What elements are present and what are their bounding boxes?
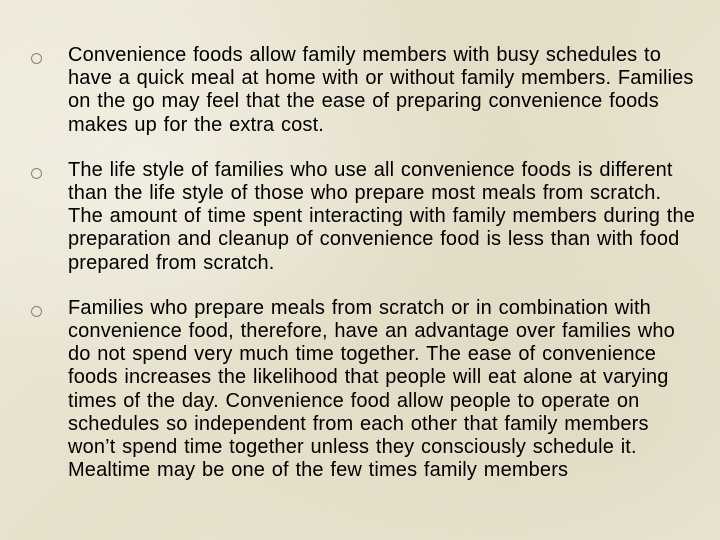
bullet-text: Families who prepare meals from scratch or in combination with convenience food, therefore, have an advantage over families who do not spend very much time together. The ease of convenience foods increases the likelihood that people will eat alone at varying times of the day. Convenience food allow people to operate on schedules so independent from each other that family members won’t spend time together unless they consciously schedule it. Mealtime may be one of the few times family members xyxy=(68,296,675,482)
bullet-item-1 xyxy=(0,44,720,137)
hollow-circle-bullet-icon xyxy=(31,53,42,64)
bullet-item-2 xyxy=(0,159,720,275)
bullet-text: The life style of families who use all convenience foods is different than the life style of those who prepare most meals from scratch. The amount of time spent interacting with family members during the preparation and cleanup of convenience food is less than with food prepared from scratch. xyxy=(68,158,695,274)
bullet-list xyxy=(0,44,720,504)
bullet-text: Convenience foods allow family members with busy schedules to have a quick meal at home with or without family members. Families on the go may feel that the ease of preparing convenience foods makes up for the extra cost. xyxy=(68,44,694,136)
hollow-circle-bullet-icon xyxy=(31,306,42,317)
bullet-item-3 xyxy=(0,297,720,483)
hollow-circle-bullet-icon xyxy=(31,168,42,179)
